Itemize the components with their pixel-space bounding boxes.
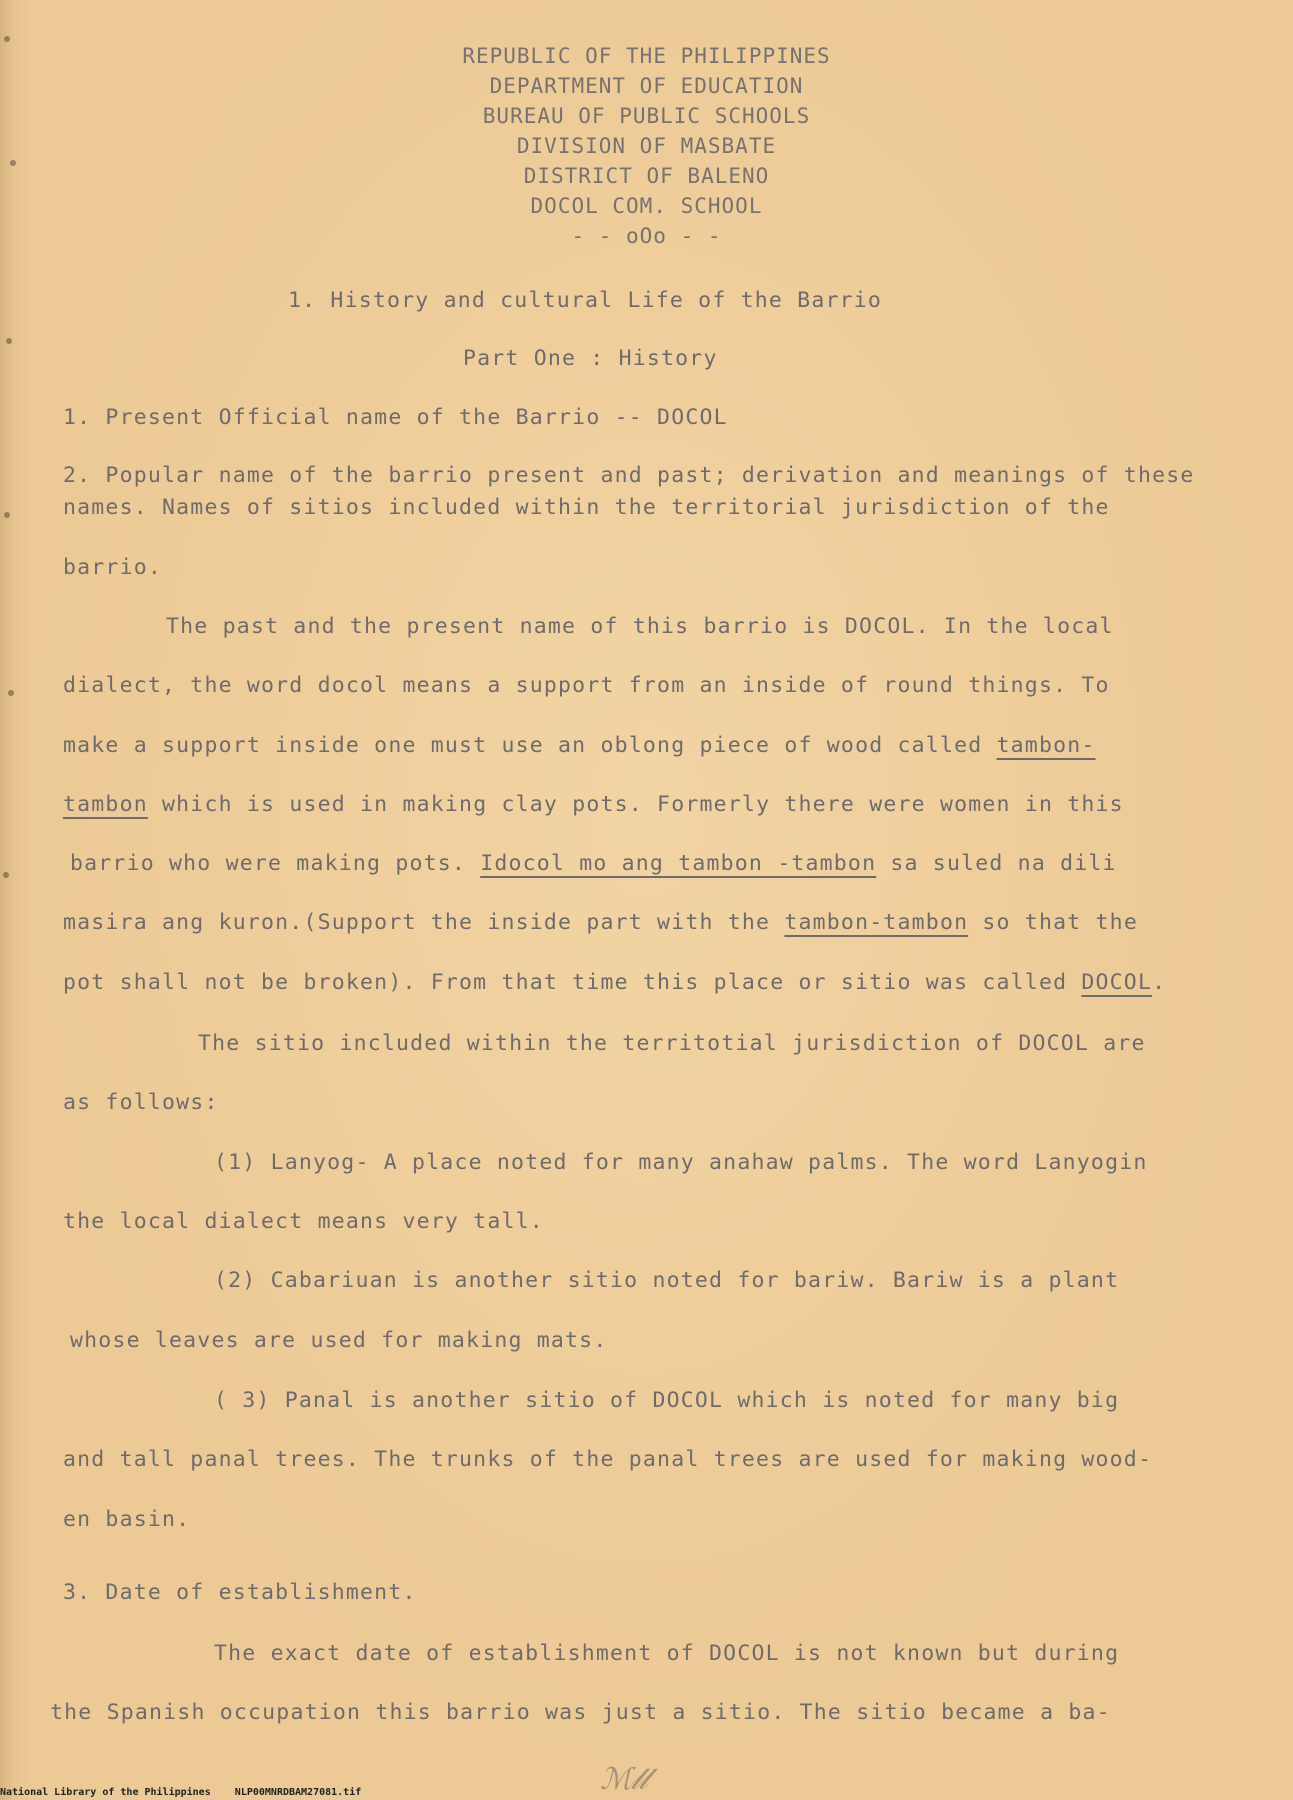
text-span: masira ang kuron.(Support the inside part with the xyxy=(63,910,785,935)
part-title: Part One : History xyxy=(463,346,718,371)
paragraph-line: the Spanish occupation this barrio was just a sitio. The sitio became a ba- xyxy=(50,1700,1111,1725)
item-2-line: names. Names of sitios included within the territorial jurisdiction of the xyxy=(63,495,1110,520)
text-span: barrio who were making pots. xyxy=(70,851,481,876)
paragraph-line xyxy=(63,792,1124,817)
paragraph-line xyxy=(63,733,1096,758)
underlined-term: Idocol mo ang tambon -tambon xyxy=(480,851,877,876)
binding-mark xyxy=(8,690,14,696)
header-line: REPUBLIC OF THE PHILIPPINES xyxy=(462,44,831,68)
underlined-term: DOCOL xyxy=(1081,970,1153,995)
underlined-term: tambon-tambon xyxy=(784,910,969,935)
item-1: 1. Present Official name of the Barrio -- DOCOL xyxy=(63,405,728,430)
header-line: BUREAU OF PUBLIC SCHOOLS xyxy=(482,104,811,128)
underlined-term: tambon- xyxy=(996,733,1096,758)
header-line: DISTRICT OF BALENO xyxy=(523,164,770,188)
paragraph-line: as follows: xyxy=(63,1090,219,1115)
text-span: . xyxy=(1152,970,1167,995)
sitio-item-line: en basin. xyxy=(63,1507,191,1532)
paragraph-line: dialect, the word docol means a support from an inside of round things. To xyxy=(63,673,1110,698)
paragraph-line: The exact date of establishment of DOCOL is not known but during xyxy=(214,1641,1120,1666)
text-span: so that the xyxy=(968,910,1138,935)
paragraph-line xyxy=(63,910,1138,935)
text-span: sa suled na dili xyxy=(876,851,1117,876)
paragraph-line xyxy=(70,851,1117,876)
item-2-line: 2. Popular name of the barrio present and past; derivation and meanings of these xyxy=(63,463,1195,488)
paragraph-line: The sitio included within the territotial jurisdiction of DOCOL are xyxy=(198,1031,1146,1056)
paragraph-line xyxy=(63,970,1166,995)
header-line: DIVISION OF MASBATE xyxy=(516,134,777,158)
sitio-item-line: and tall panal trees. The trunks of the panal trees are used for making wood- xyxy=(63,1447,1153,1472)
sitio-item-line: (1) Lanyog- A place noted for many anahaw palms. The word Lanyogin xyxy=(214,1150,1148,1175)
sitio-item-line: ( 3) Panal is another sitio of DOCOL which is noted for many big xyxy=(214,1388,1120,1413)
binding-mark xyxy=(4,36,10,42)
archive-footer: National Library of the Philippines NLP00MNRDBAM27081.tif xyxy=(0,1787,362,1798)
text-span: pot shall not be broken). From that time this place or sitio was called xyxy=(63,970,1082,995)
header-line: DOCOL COM. SCHOOL xyxy=(530,194,763,218)
underlined-term: tambon xyxy=(63,792,148,817)
section-title: 1. History and cultural Life of the Barrio xyxy=(288,288,883,313)
binding-mark xyxy=(6,338,12,344)
header-line: DEPARTMENT OF EDUCATION xyxy=(489,74,804,98)
text-span: make a support inside one must use an oblong piece of wood called xyxy=(63,733,997,758)
paragraph-line: The past and the present name of this barrio is DOCOL. In the local xyxy=(166,614,1114,639)
sitio-item-line: the local dialect means very tall. xyxy=(63,1209,544,1234)
item-2-line: barrio. xyxy=(63,555,163,580)
text-span: which is used in making clay pots. Formerly there were women in this xyxy=(147,792,1124,817)
binding-mark xyxy=(4,512,10,518)
sitio-item-line: whose leaves are used for making mats. xyxy=(70,1328,608,1353)
binding-mark xyxy=(3,872,9,878)
header-separator: - - oOo - - xyxy=(571,224,722,248)
item-3: 3. Date of establishment. xyxy=(63,1580,417,1605)
handwritten-mark: ℳ𝓁𝓁 xyxy=(600,1762,647,1797)
sitio-item-line: (2) Cabariuan is another sitio noted for bariw. Bariw is a plant xyxy=(214,1268,1120,1293)
